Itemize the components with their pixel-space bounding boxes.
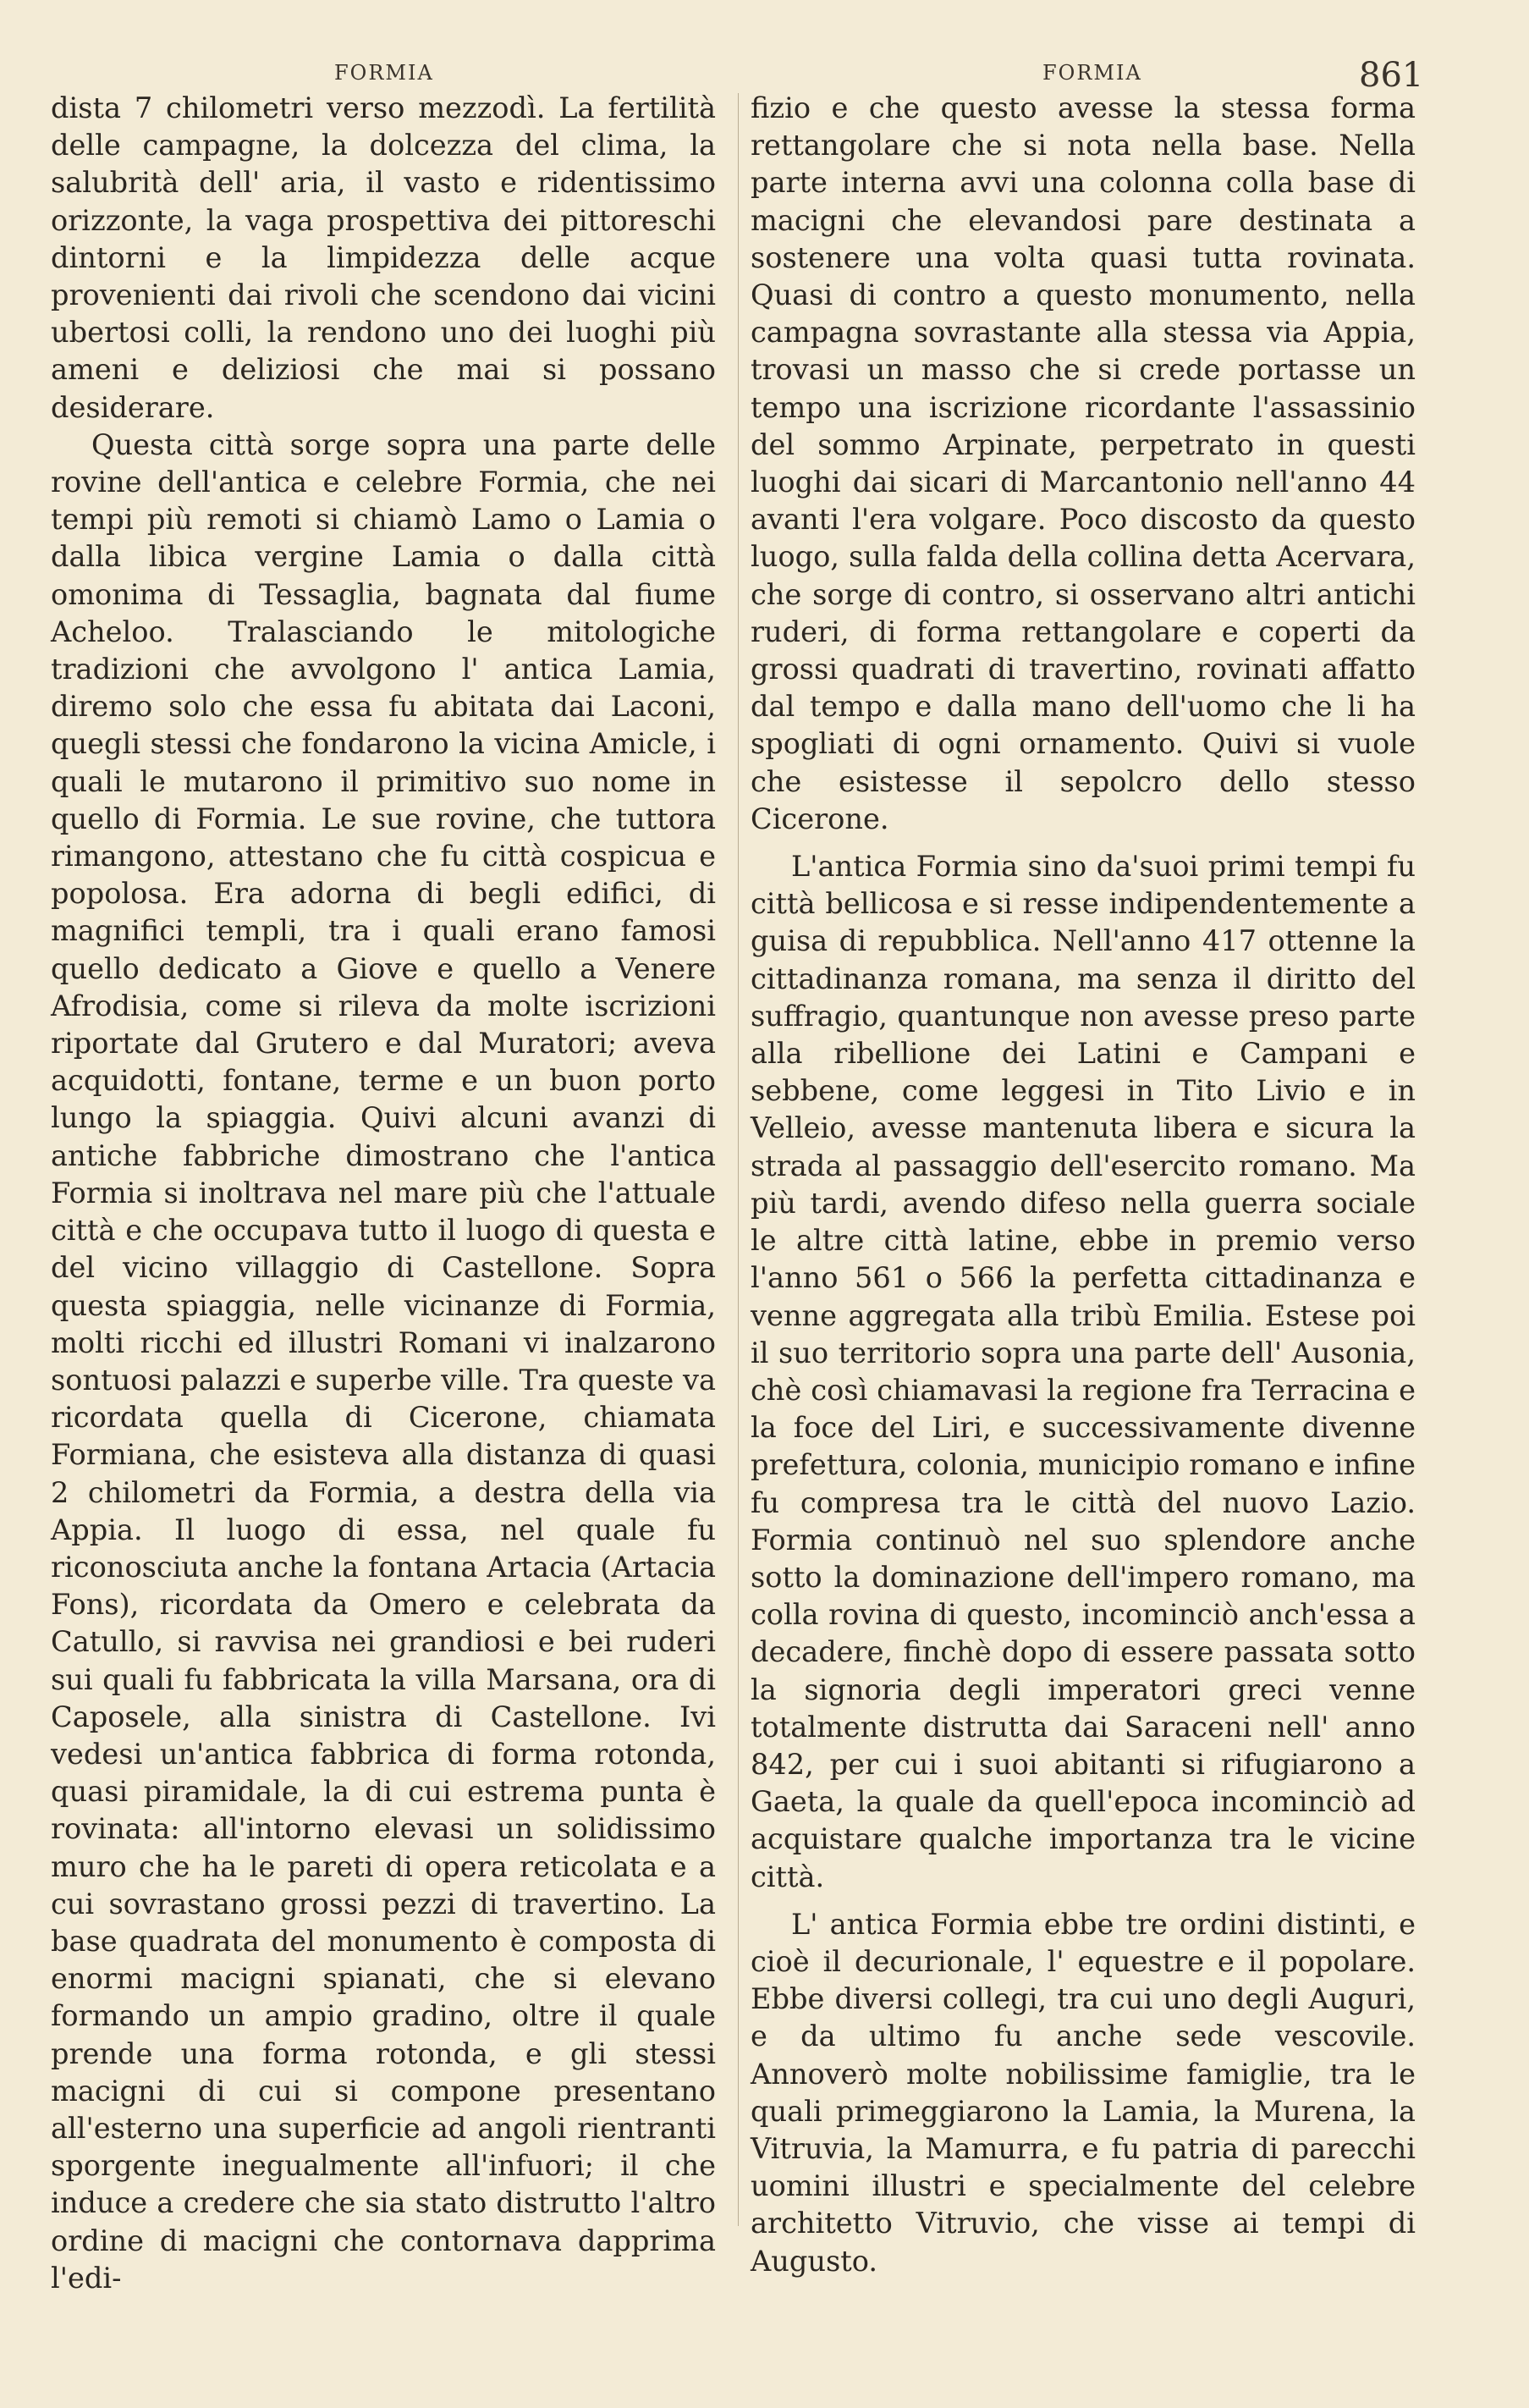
column-divider [738,93,739,2226]
left-paragraph-2: Questa città sorge sopra una parte delle rovine dell'antica e celebre Formia, che nei tempi più remoti si chiamò Lamo o Lamia o dalla libica vergine Lamia o dalla città omonima di Tessaglia, bagnata dal fiume Acheloo. Tralasciando le mitologiche tradizioni che avvolgono l' antica Lamia, diremo solo che essa fu abitata dai Laconi, quegli stessi che fondarono la vicina Amicle, i quali le mutarono il primitivo suo nome in quello di Formia. Le sue rovine, che tuttora rimangono, attestano che fu città cospicua e popolosa. Era adorna di begli edifici, di magnifici templi, tra i quali erano famosi quello dedicato a Giove e quello a Venere Afrodisia, come si rileva da molte iscrizioni riportate dal Grutero e dal Muratori; aveva acquidotti, fontane, terme e un buon porto lungo la spiaggia. Quivi alcuni avanzi di antiche fabbriche dimostrano che l'antica Formia si inoltrava nel mare più che l'attuale città e che occupava tutto il luogo di questa e del vicino villaggio di Castellone. Sopra questa spiaggia, nelle vicinanze di Formia, molti ricchi ed illustri Romani vi inalzarono sontuosi palazzi e superbe ville. Tra queste va ricordata quella di Cicerone, chiamata Formiana, che esisteva alla distanza di quasi 2 chilometri da Formia, a destra della via Appia. Il luogo di essa, nel quale fu riconosciuta anche la fontana Artacia (Artacia Fons), ricordata da Omero e celebrata da Catullo, si ravvisa nei grandiosi e bei ruderi sui quali fu fabbricata la villa Marsana, ora di Caposele, alla sinistra di Castellone. Ivi vedesi un'antica fabbrica di forma rotonda, quasi piramidale, la di cui estrema punta è rovinata: all'intorno elevasi un solidissimo muro che ha le pareti di opera reticolata e a cui sovrastano grossi pezzi di travertino. La base quadrata del monumento è composta di enormi macigni spianati, che si elevano formando un ampio gradino, oltre il quale prende una forma rotonda, e gli stessi macigni di cui si compone presentano all'esterno una superficie ad angoli rientranti sporgente inegualmente all'infuori; il che induce a credere che sia stato distrutto l'altro ordine di macigni che contornava dapprima l'edi- [51,427,716,2295]
running-header-right: FORMIA [1042,61,1142,85]
right-paragraph-1: fizio e che questo avesse la stessa forma rettangolare che si nota nella base. Nella parte interna avvi una colonna colla base di macigni che elevandosi pare destinata a sostenere una volta quasi tutta rovinata. Quasi di contro a questo monumento, nella campagna sovrastante alla stessa via Appia, trovasi un masso che si crede portasse un tempo una iscrizione ricordante l'assassinio del sommo Arpinate, perpetrato in questi luoghi dai sicari di Marcantonio nell'anno 44 avanti l'era volgare. Poco discosto da questo luogo, sulla falda della collina detta Acervara, che sorge di contro, si osservano altri antichi ruderi, di forma rettangolare e coperti da grossi quadrati di travertino, rovinati affatto dal tempo e dalla mano dell'uomo che li ha spogliati di ogni ornamento. Quivi si vuole che esistesse il sepolcro dello stesso Cicerone. [751,91,1416,835]
right-paragraph-2: L'antica Formia sino da'suoi primi tempi fu città bellicosa e si resse indipendentemente a guisa di repubblica. Nell'anno 417 ottenne la cittadinanza romana, ma senza il diritto del suffragio, quantunque non avesse preso parte alla ribellione dei Latini e Campani e sebbene, come leggesi in Tito Livio e in Velleio, avesse mantenuta libera e sicura la strada al passaggio dell'esercito romano. Ma più tardi, avendo difeso nella guerra sociale le altre città latine, ebbe in premio verso l'anno 561 o 566 la perfetta cittadinanza e venne aggregata alla tribù Emilia. Estese poi il suo territorio sopra una parte dell' Ausonia, chè così chiamavasi la regione fra Terracina e la foce del Liri, e successivamente divenne prefettura, colonia, municipio romano e infine fu compresa tra le città del nuovo Lazio. Formia continuò nel suo splendore anche sotto la dominazione dell'impero romano, ma colla rovina di questo, incominciò anch'essa a decadere, finchè dopo di essere passata sotto la signoria degli imperatori greci venne totalmente distrutta dai Saraceni nell' anno 842, per cui i suoi abitanti si rifugiarono a Gaeta, la quale da quell'epoca incominciò ad acquistare qualche importanza tra le vicine città. [751,850,1416,1893]
right-column [751,90,1416,2280]
left-paragraph-1: dista 7 chilometri verso mezzodì. La fertilità delle campagne, la dolcezza del clima, la salubrità dell' aria, il vasto e ridentissimo orizzonte, la vaga prospettiva dei pittoreschi dintorni e la limpidezza delle acque provenienti dai rivoli che scendono dai vicini ubertosi colli, la rendono uno dei luoghi più ameni e deliziosi che mai si possano desiderare. [51,91,716,424]
page-number: 861 [1359,56,1424,95]
left-column [51,90,716,2297]
running-header-left: FORMIA [334,61,434,85]
right-paragraph-3: L' antica Formia ebbe tre ordini distinti, e cioè il decurionale, l' equestre e il popolare. Ebbe diversi collegi, tra cui uno degli Auguri, e da ultimo fu anche sede vescovile. Annoverò molte nobilissime famiglie, tra le quali primeggiarono la Lamia, la Murena, la Vitruvia, la Mamurra, e fu patria di parecchi uomini illustri e specialmente del celebre architetto Vitruvio, che visse ai tempi di Augusto. [751,1907,1416,2278]
